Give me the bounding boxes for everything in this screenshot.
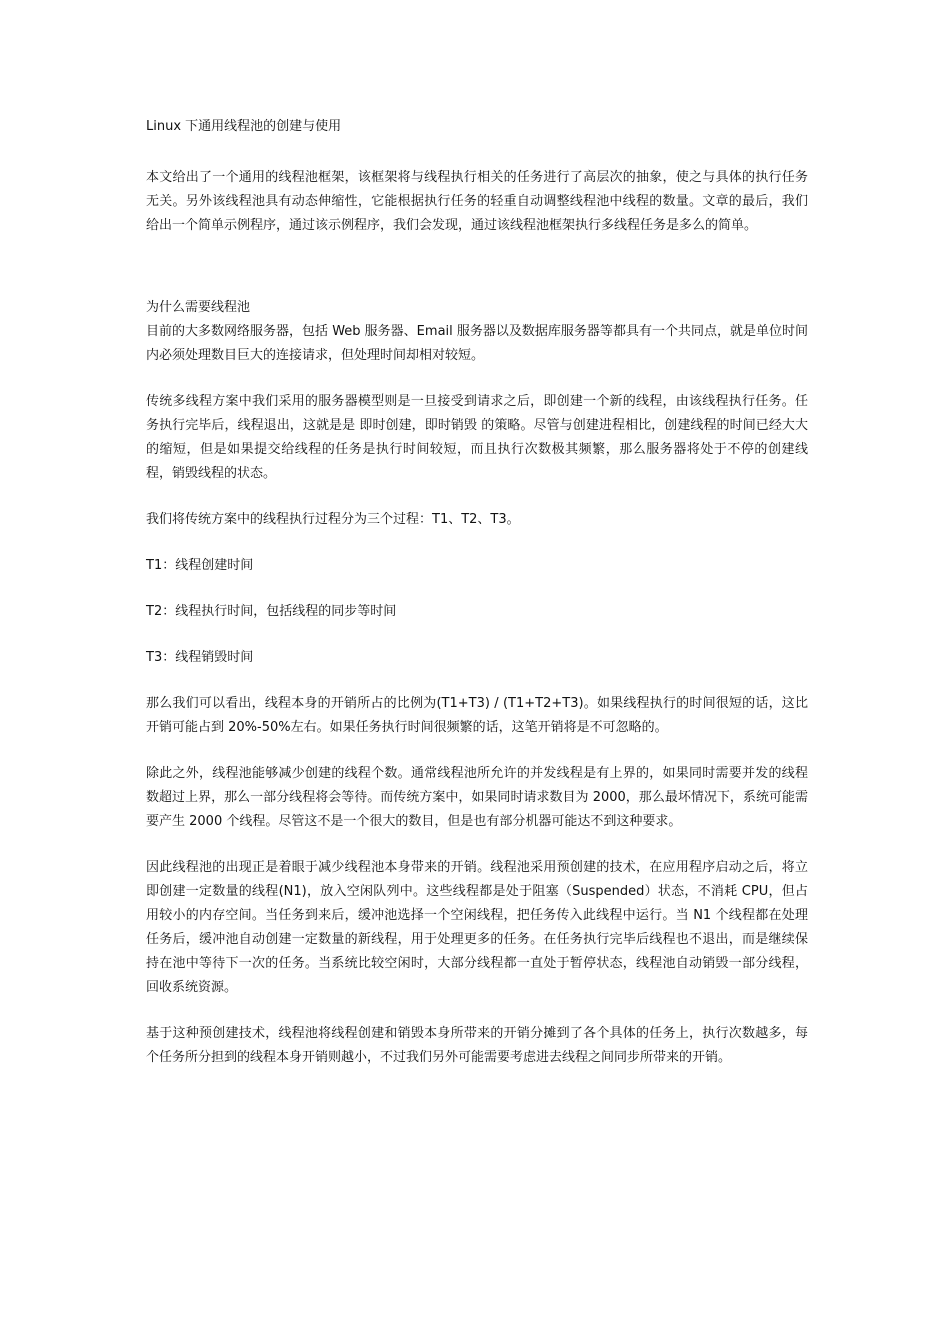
t1-line: T1：线程创建时间 [146,558,254,573]
split-paragraph: 我们将传统方案中的线程执行过程分为三个过程：T1、T2、T3。 [146,512,520,527]
final-paragraph: 基于这种预创建技术，线程池将线程创建和销毁本身所带来的开销分摊到了各个具体的任务上，执行次数越多，每个任务所分担到的线程本身开销则越小，不过我们另外可能需要考虑进去线程之间同步所带来的开销。 [146,1026,808,1065]
t2-line: T2：线程执行时间，包括线程的同步等时间 [146,604,397,619]
limit-paragraph: 除此之外，线程池能够减少创建的线程个数。通常线程池所允许的并发线程是有上界的，如果同时需要并发的线程数超过上界，那么一部分线程将会等待。而传统方案中，如果同时请求数目为 2000，那么最坏情况下，系统可能需要产生 2000 个线程。尽管这不是一个很大的数目，但是也有部分机器可能达不到这种要求。 [146,766,808,829]
intro-paragraph: 本文给出了一个通用的线程池框架，该框架将与线程执行相关的任务进行了高层次的抽象，使之与具体的执行任务无关。另外该线程池具有动态伸缩性，它能根据执行任务的轻重自动调整线程池中线程的数量。文章的最后，我们给出一个简单示例程序，通过该示例程序，我们会发现，通过该线程池框架执行多线程任务是多么的简单。 [146,170,808,233]
pool-paragraph: 因此线程池的出现正是着眼于减少线程池本身带来的开销。线程池采用预创建的技术，在应用程序启动之后，将立即创建一定数量的线程(N1)，放入空闲队列中。这些线程都是处于阻塞（Suspended）状态，不消耗 CPU，但占用较小的内存空间。当任务到来后，缓冲池选择一个空闲线程，把任务传入此线程中运行。当 N1 个线程都在处理任务后，缓冲池自动创建一定数量的新线程，用于处理更多的任务。在任务执行完毕后线程也不退出，而是继续保持在池中等待下一次的任务。当系统比较空闲时，大部分线程都一直处于暂停状态，线程池自动销毁一部分线程，回收系统资源。 [146,860,808,995]
document-page [146,115,808,1070]
section-heading: 为什么需要线程池 [146,300,251,315]
traditional-paragraph: 传统多线程方案中我们采用的服务器模型则是一旦接受到请求之后，即创建一个新的线程，由该线程执行任务。任务执行完毕后，线程退出，这就是是 即时创建，即时销毁 的策略。尽管与创建进程相比，创建线程的时间已经大大的缩短，但是如果提交给线程的任务是执行时间较短，而且执行次数极其频繁，那么服务器将处于不停的创建线程，销毁线程的状态。 [146,394,808,481]
t3-line: T3：线程销毁时间 [146,650,254,665]
ratio-paragraph: 那么我们可以看出，线程本身的开销所占的比例为(T1+T3) / (T1+T2+T3)。如果线程执行的时间很短的话，这比开销可能占到 20%-50%左右。如果任务执行时间很频繁的话，这笔开销将是不可忽略的。 [146,696,808,735]
servers-paragraph: 目前的大多数网络服务器，包括 Web 服务器、Email 服务器以及数据库服务器等都具有一个共同点，就是单位时间内必须处理数目巨大的连接请求，但处理时间却相对较短。 [146,324,808,363]
document-title: Linux 下通用线程池的创建与使用 [146,119,342,134]
